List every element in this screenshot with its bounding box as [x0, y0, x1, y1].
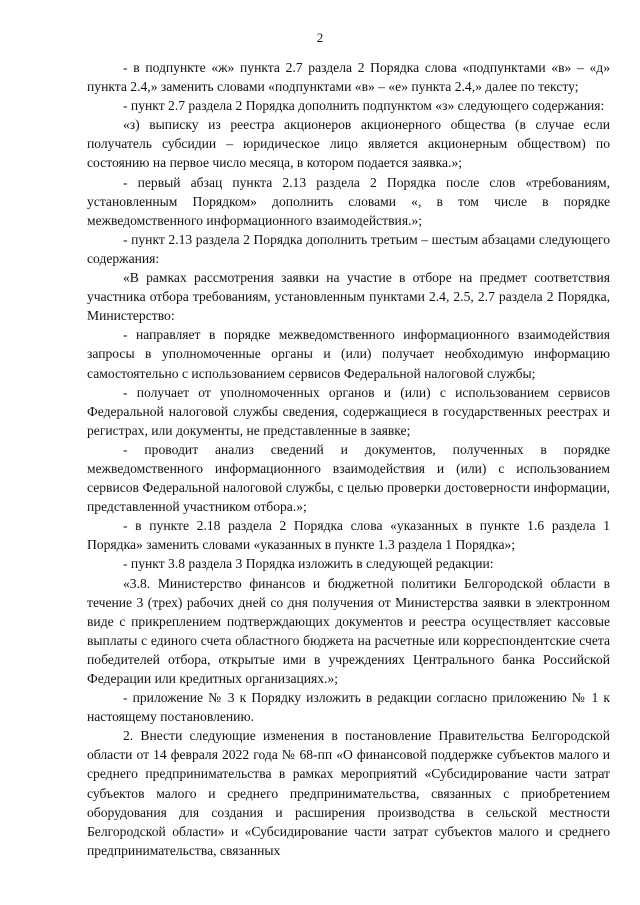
- paragraph: «3.8. Министерство финансов и бюджетной политики Белгородской области в течение 3 (трех) рабочих дней со дня получения от Министерства заявки в электронном виде с прикреплением подтверждающих документов и реестра осуществляет кассовые выплаты с единого счета областного бюджета на расчетные или корреспондентские счета победителей отбора, открытые ими в учреждениях Центрального банка Российской Федерации или кредитных организациях.»;: [87, 575, 610, 686]
- paragraph: «з) выписку из реестра акционеров акционерного общества (в случае если получатель субсидии – юридическое лицо является акционерным обществом) по состоянию на первое число месяца, в котором подается заявка.»;: [87, 117, 610, 171]
- page-number: 2: [316, 30, 324, 45]
- paragraph: 2. Внести следующие изменения в постановление Правительства Белгородской области от 14 февраля 2022 года № 68-пп «О финансовой поддержке субъектов малого и среднего предпринимательства в рамках мероприятий «Субсидирование части затрат субъектов малого и среднего предпринимательства, связанных с приобретением оборудования для создания и расширения производства в сельской местности Белгородской области» и «Субсидирование части затрат субъектов малого и среднего предпринимательства, связанных: [87, 728, 610, 858]
- document-body: [87, 58, 610, 860]
- paragraph: - направляет в порядке межведомственного информационного взаимодействия запросы в уполномоченные органы и (или) получает необходимую информацию самостоятельно с использованием сервисов Федеральной налоговой службы;: [87, 327, 610, 381]
- paragraph: - в подпункте «ж» пункта 2.7 раздела 2 Порядка слова «подпунктами «в» – «д» пункта 2.4,» заменить словами «подпунктами «в» – «е» пункта 2.4,» далее по тексту;: [87, 60, 610, 95]
- paragraph: - первый абзац пункта 2.13 раздела 2 Порядка после слов «требованиям, установленным Порядком» дополнить словами «, в том числе в порядке межведомственного информационного взаимодействия.»;: [87, 174, 610, 228]
- paragraph: - получает от уполномоченных органов и (или) с использованием сервисов Федеральной налоговой службы сведения, содержащиеся в государственных реестрах и регистрах, или документы, не представленные в заявке;: [87, 384, 610, 438]
- paragraph: «В рамках рассмотрения заявки на участие в отборе на предмет соответствия участника отбора требованиям, установленным пунктами 2.4, 2.5, 2.7 раздела 2 Порядка, Министерство:: [87, 270, 610, 324]
- paragraph: - пункт 2.7 раздела 2 Порядка дополнить подпунктом «з» следующего содержания:: [123, 98, 605, 114]
- paragraph: - проводит анализ сведений и документов, полученных в порядке межведомственного информационного взаимодействия и (или) с использованием сервисов Федеральной налоговой службы, с целью проверки достоверности информации, представленной участником отбора.»;: [87, 441, 610, 515]
- paragraph: - приложение № 3 к Порядку изложить в редакции согласно приложению № 1 к настоящему постановлению.: [87, 690, 610, 725]
- paragraph: - пункт 2.13 раздела 2 Порядка дополнить третьим – шестым абзацами следующего содержания:: [87, 231, 610, 266]
- paragraph: - в пункте 2.18 раздела 2 Порядка слова «указанных в пункте 1.6 раздела 1 Порядка» заменить словами «указанных в пункте 1.3 раздела 1 Порядка»;: [87, 518, 610, 553]
- paragraph: - пункт 3.8 раздела 3 Порядка изложить в следующей редакции:: [123, 556, 494, 572]
